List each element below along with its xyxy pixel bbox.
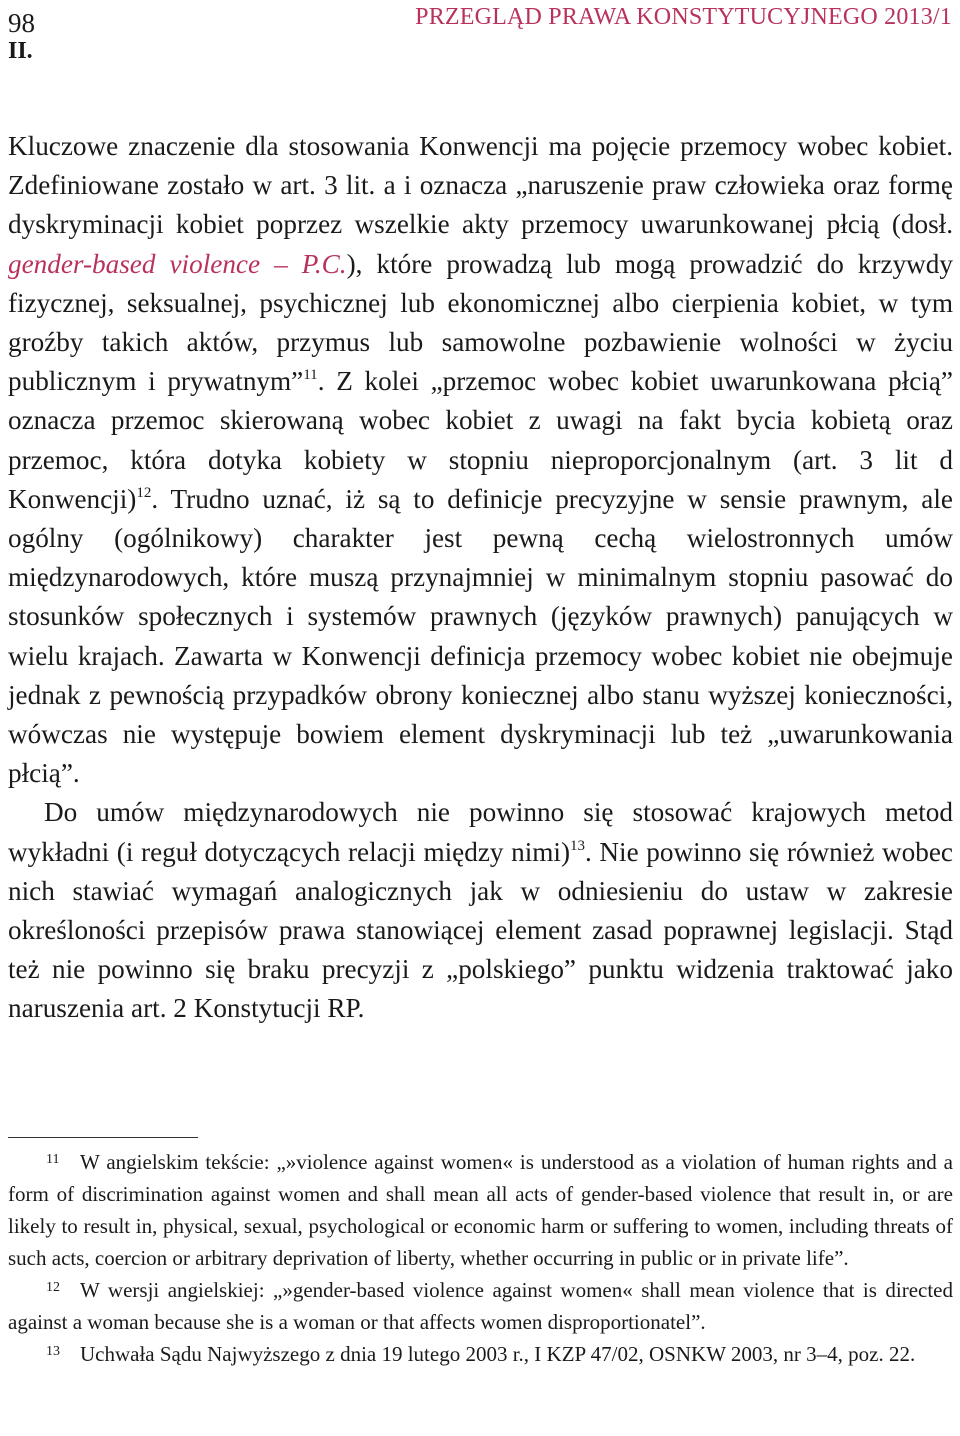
- footnote-13: 13 Uchwała Sądu Najwyższego z dnia 19 lutego 2003 r., I KZP 47/02, OSNKW 2003, nr 3–4, poz. 22.: [46, 1342, 916, 1366]
- footnote-text: Uchwała Sądu Najwyższego z dnia 19 lutego 2003 r., I KZP 47/02, OSNKW 2003, nr 3–4, poz. 22.: [80, 1342, 916, 1366]
- journal-title: PRZEGLĄD PRAWA KONSTYTUCYJNEGO 2013/1: [415, 4, 952, 30]
- main-text: [8, 127, 953, 1029]
- footnote-ref-12[interactable]: 12: [136, 484, 152, 501]
- paragraph-2: [8, 793, 953, 1028]
- paragraph-2-text-b: . Nie powinno się również wobec nich stawiać wymagań analogicznych jak w odniesieniu do ustaw w zakresie określoności przepisów prawa stanowiącej element zasad poprawnej legislacji. Stąd też nie powinno się braku precyzji z „polskiego” punktu widzenia traktować jako naruszenia art. 2 Konstytucji RP.: [8, 836, 953, 1024]
- footnote-ref-11[interactable]: 11: [303, 367, 318, 384]
- footnote-divider: [8, 1137, 198, 1138]
- paragraph-1-text-a: Kluczowe znaczenie dla stosowania Konwencji ma pojęcie przemocy wobec kobiet. Zdefiniowane zostało w art. 3 lit. a i oznacza „naruszenie praw człowieka oraz formę dyskryminacji kobiet poprzez wszelkie akty przemocy uwarunkowanej płcią (dosł.: [8, 131, 953, 240]
- paragraph-1-text-b: ), które prowadzą lub mogą prowadzić do krzywdy fizycznej, seksualnej, psychicznej lub ekonomicznej albo cierpienia kobiet, w tym groźby takich aktów, przymus lub samowolne pozbawienie wolności w życiu publicznym i prywatnym”: [8, 248, 953, 397]
- section-heading: II.: [8, 38, 33, 64]
- footnote-ref-13[interactable]: 13: [570, 837, 586, 854]
- footnotes: [8, 1146, 953, 1370]
- footnote-text: W angielskim tekście: „»violence against women« is understood as a violation of human rights and a form of discrimination against women and shall mean all acts of gender-based violence that result in, or are likely to result in, physical, sexual, psychological or economic harm or suffering to women, including threats of such acts, coercion or arbitrary deprivation of liberty, whether occurring in public or in private life”.: [8, 1150, 953, 1270]
- paragraph-1-text-c: . Z kolei „przemoc wobec kobiet uwarunkowana płcią” oznacza przemoc skierowaną wobec kobiet z uwagi na fakt bycia kobietą oraz przemoc, która dotyka kobiety w stopniu nieproporcjonalnym (art. 3 lit d Konwencji): [8, 366, 953, 514]
- page-header: [8, 2, 952, 42]
- paragraph-1: [8, 127, 953, 793]
- paragraph-1-text-d: . Trudno uznać, iż są to definicje precyzyjne w sensie prawnym, ale ogólny (ogólnikowy) charakter jest pewną cechą wielostronnych umów międzynarodowych, które muszą przynajmniej w minimalnym stopniu pasować do stosunków społecznych i systemów prawnych (języków prawnych) panujących w wielu krajach. Zawarta w Konwencji definicja przemocy wobec kobiet nie obejmuje jednak z pewnością przypadków obrony koniecznej albo stanu wyższej konieczności, wówczas nie występuje bowiem element dyskryminacji lub też „uwarunkowania płcią”.: [8, 483, 953, 789]
- paragraph-1-italic: gender-based violence – P.C.: [8, 248, 347, 279]
- footnote-11: 11 W angielskim tekście: „»violence against women« is understood as a violation of human rights and a form of discrimination against women and shall mean all acts of gender-based violence that result in, or are likely to result in, physical, sexual, psychological or economic harm or suffering to women, including threats of such acts, coercion or arbitrary deprivation of liberty, whether occurring in public or in private life”.: [8, 1150, 953, 1270]
- footnote-text: W wersji angielskiej: „»gender-based violence against women« shall mean violence that is directed against a woman because she is a woman or that affects women disproportionatel”.: [8, 1278, 953, 1334]
- footnote-12: 12 W wersji angielskiej: „»gender-based violence against women« shall mean violence that is directed against a woman because she is a woman or that affects women disproportionatel”.: [8, 1278, 953, 1334]
- paragraph-2-text-a: Do umów międzynarodowych nie powinno się stosować krajowych metod wykładni (i reguł dotyczących relacji między nimi): [8, 797, 953, 867]
- page-number: 98: [8, 8, 35, 38]
